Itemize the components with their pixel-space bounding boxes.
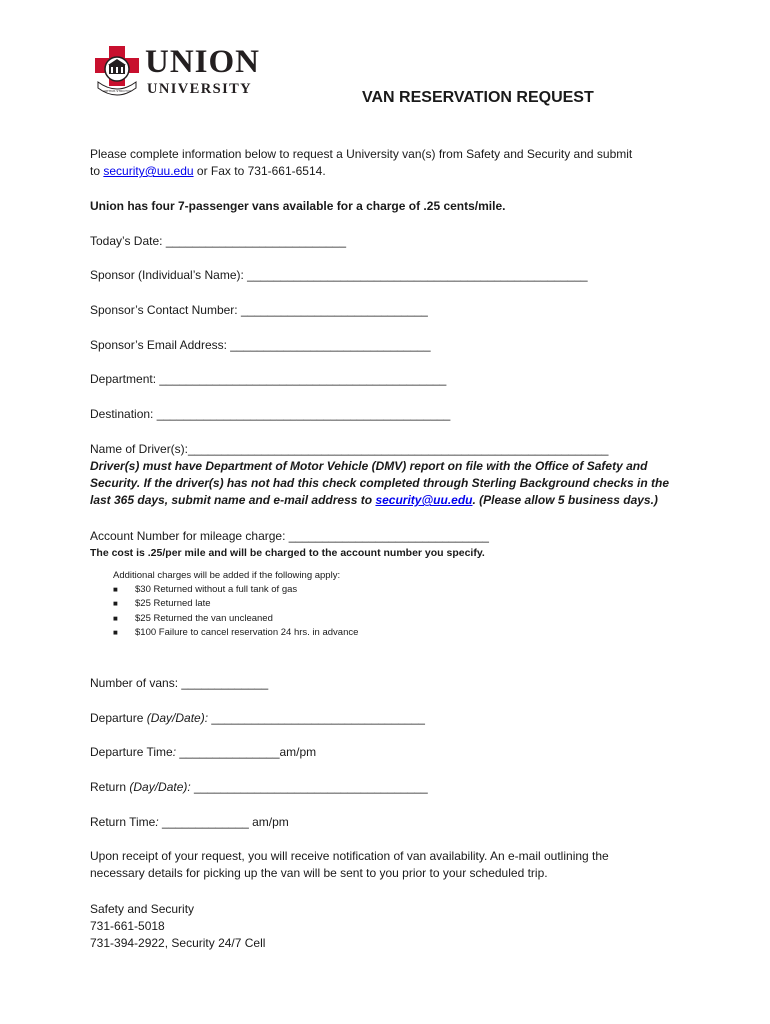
return-blank: ___________________________________	[190, 780, 428, 794]
departure-time-field[interactable]	[90, 744, 316, 761]
destination-field[interactable]: Destination: ____________________________________________	[90, 407, 451, 421]
number-of-vans-field[interactable]: Number of vans: _____________	[90, 676, 269, 690]
todays-date-field[interactable]: Today’s Date: ___________________________	[90, 234, 347, 248]
bullet-icon: ■	[113, 585, 118, 594]
departure-label: Departure	[90, 711, 147, 725]
sponsor-contact-field[interactable]: Sponsor’s Contact Number: ____________________________	[90, 303, 428, 317]
return-time-label: Return Time	[90, 815, 156, 829]
driver-notice-line-2: Security. If the driver(s) has not had this check completed through Sterling Background checks in the	[90, 476, 669, 490]
closing-line-2: necessary details for picking up the van will be sent to you prior to your scheduled trip.	[90, 866, 548, 880]
sponsor-name-field[interactable]: Sponsor (Individual’s Name): ___________________________________________________	[90, 268, 588, 282]
logo-union: UNION	[145, 44, 261, 80]
university-seal-icon	[92, 44, 144, 106]
departure-time-colon: :	[172, 745, 177, 759]
bullet-icon: ■	[113, 614, 118, 623]
bullet-icon: ■	[113, 628, 118, 637]
charge-item: $25 Returned late	[135, 598, 211, 609]
intro-fax: or Fax to 731-661-6514.	[193, 164, 326, 178]
intro-line-2	[90, 163, 326, 180]
closing-line-1: Upon receipt of your request, you will receive notification of van availability. An e-mail outlining the	[90, 849, 609, 863]
departure-time-label: Departure Time	[90, 745, 173, 759]
return-hint: (Day/Date):	[129, 780, 191, 794]
driver-names-field[interactable]: Name of Driver(s):_______________________________________________________________	[90, 442, 609, 456]
driver-email-link[interactable]: security@uu.edu	[375, 493, 473, 507]
return-label: Return	[90, 780, 130, 794]
driver-notice-line-3	[90, 492, 658, 509]
return-time-field[interactable]	[90, 814, 289, 831]
account-number-field[interactable]: Account Number for mileage charge: ______________________________	[90, 529, 489, 543]
seal-text: ARTHUR STRICTIVI	[103, 89, 131, 93]
sponsor-email-field[interactable]: Sponsor’s Email Address: ______________________________	[90, 338, 431, 352]
university-logo	[92, 44, 264, 106]
contact-cell: 731-394-2922, Security 24/7 Cell	[90, 936, 266, 950]
contact-department: Safety and Security	[90, 902, 195, 916]
logo-university: UNIVERSITY	[147, 81, 253, 97]
charge-item: $100 Failure to cancel reservation 24 hrs. in advance	[135, 627, 359, 638]
driver-notice-suffix: . (Please allow 5 business days.)	[472, 493, 658, 507]
departure-time-blank: _______________am/pm	[176, 745, 317, 759]
return-time-blank: _____________ am/pm	[158, 815, 289, 829]
cost-note: The cost is .25/per mile and will be charged to the account number you specify.	[90, 547, 485, 559]
security-email-link[interactable]: security@uu.edu	[103, 164, 194, 178]
intro-prefix: to	[90, 164, 104, 178]
return-date-field[interactable]	[90, 779, 428, 796]
departure-hint: (Day/Date):	[146, 711, 209, 725]
department-field[interactable]: Department: ___________________________________________	[90, 372, 447, 386]
departure-blank: ________________________________	[208, 711, 425, 725]
departure-date-field[interactable]	[90, 710, 425, 727]
additional-charges-heading: Additional charges will be added if the following apply:	[113, 570, 341, 581]
charge-item: $25 Returned the van uncleaned	[135, 613, 273, 624]
intro-line-1: Please complete information below to request a University van(s) from Safety and Security and submit	[90, 147, 633, 161]
charge-item: $30 Returned without a full tank of gas	[135, 584, 298, 595]
page-title: VAN RESERVATION REQUEST	[362, 89, 594, 106]
driver-notice-line-1: Driver(s) must have Department of Motor Vehicle (DMV) report on file with the Office of Safety and	[90, 459, 648, 473]
driver-notice-prefix: last 365 days, submit name and e-mail address to	[90, 493, 376, 507]
bullet-icon: ■	[113, 599, 118, 608]
contact-phone: 731-661-5018	[90, 919, 165, 933]
return-time-colon: :	[155, 815, 159, 829]
availability-note: Union has four 7-passenger vans available for a charge of .25 cents/mile.	[90, 199, 506, 213]
